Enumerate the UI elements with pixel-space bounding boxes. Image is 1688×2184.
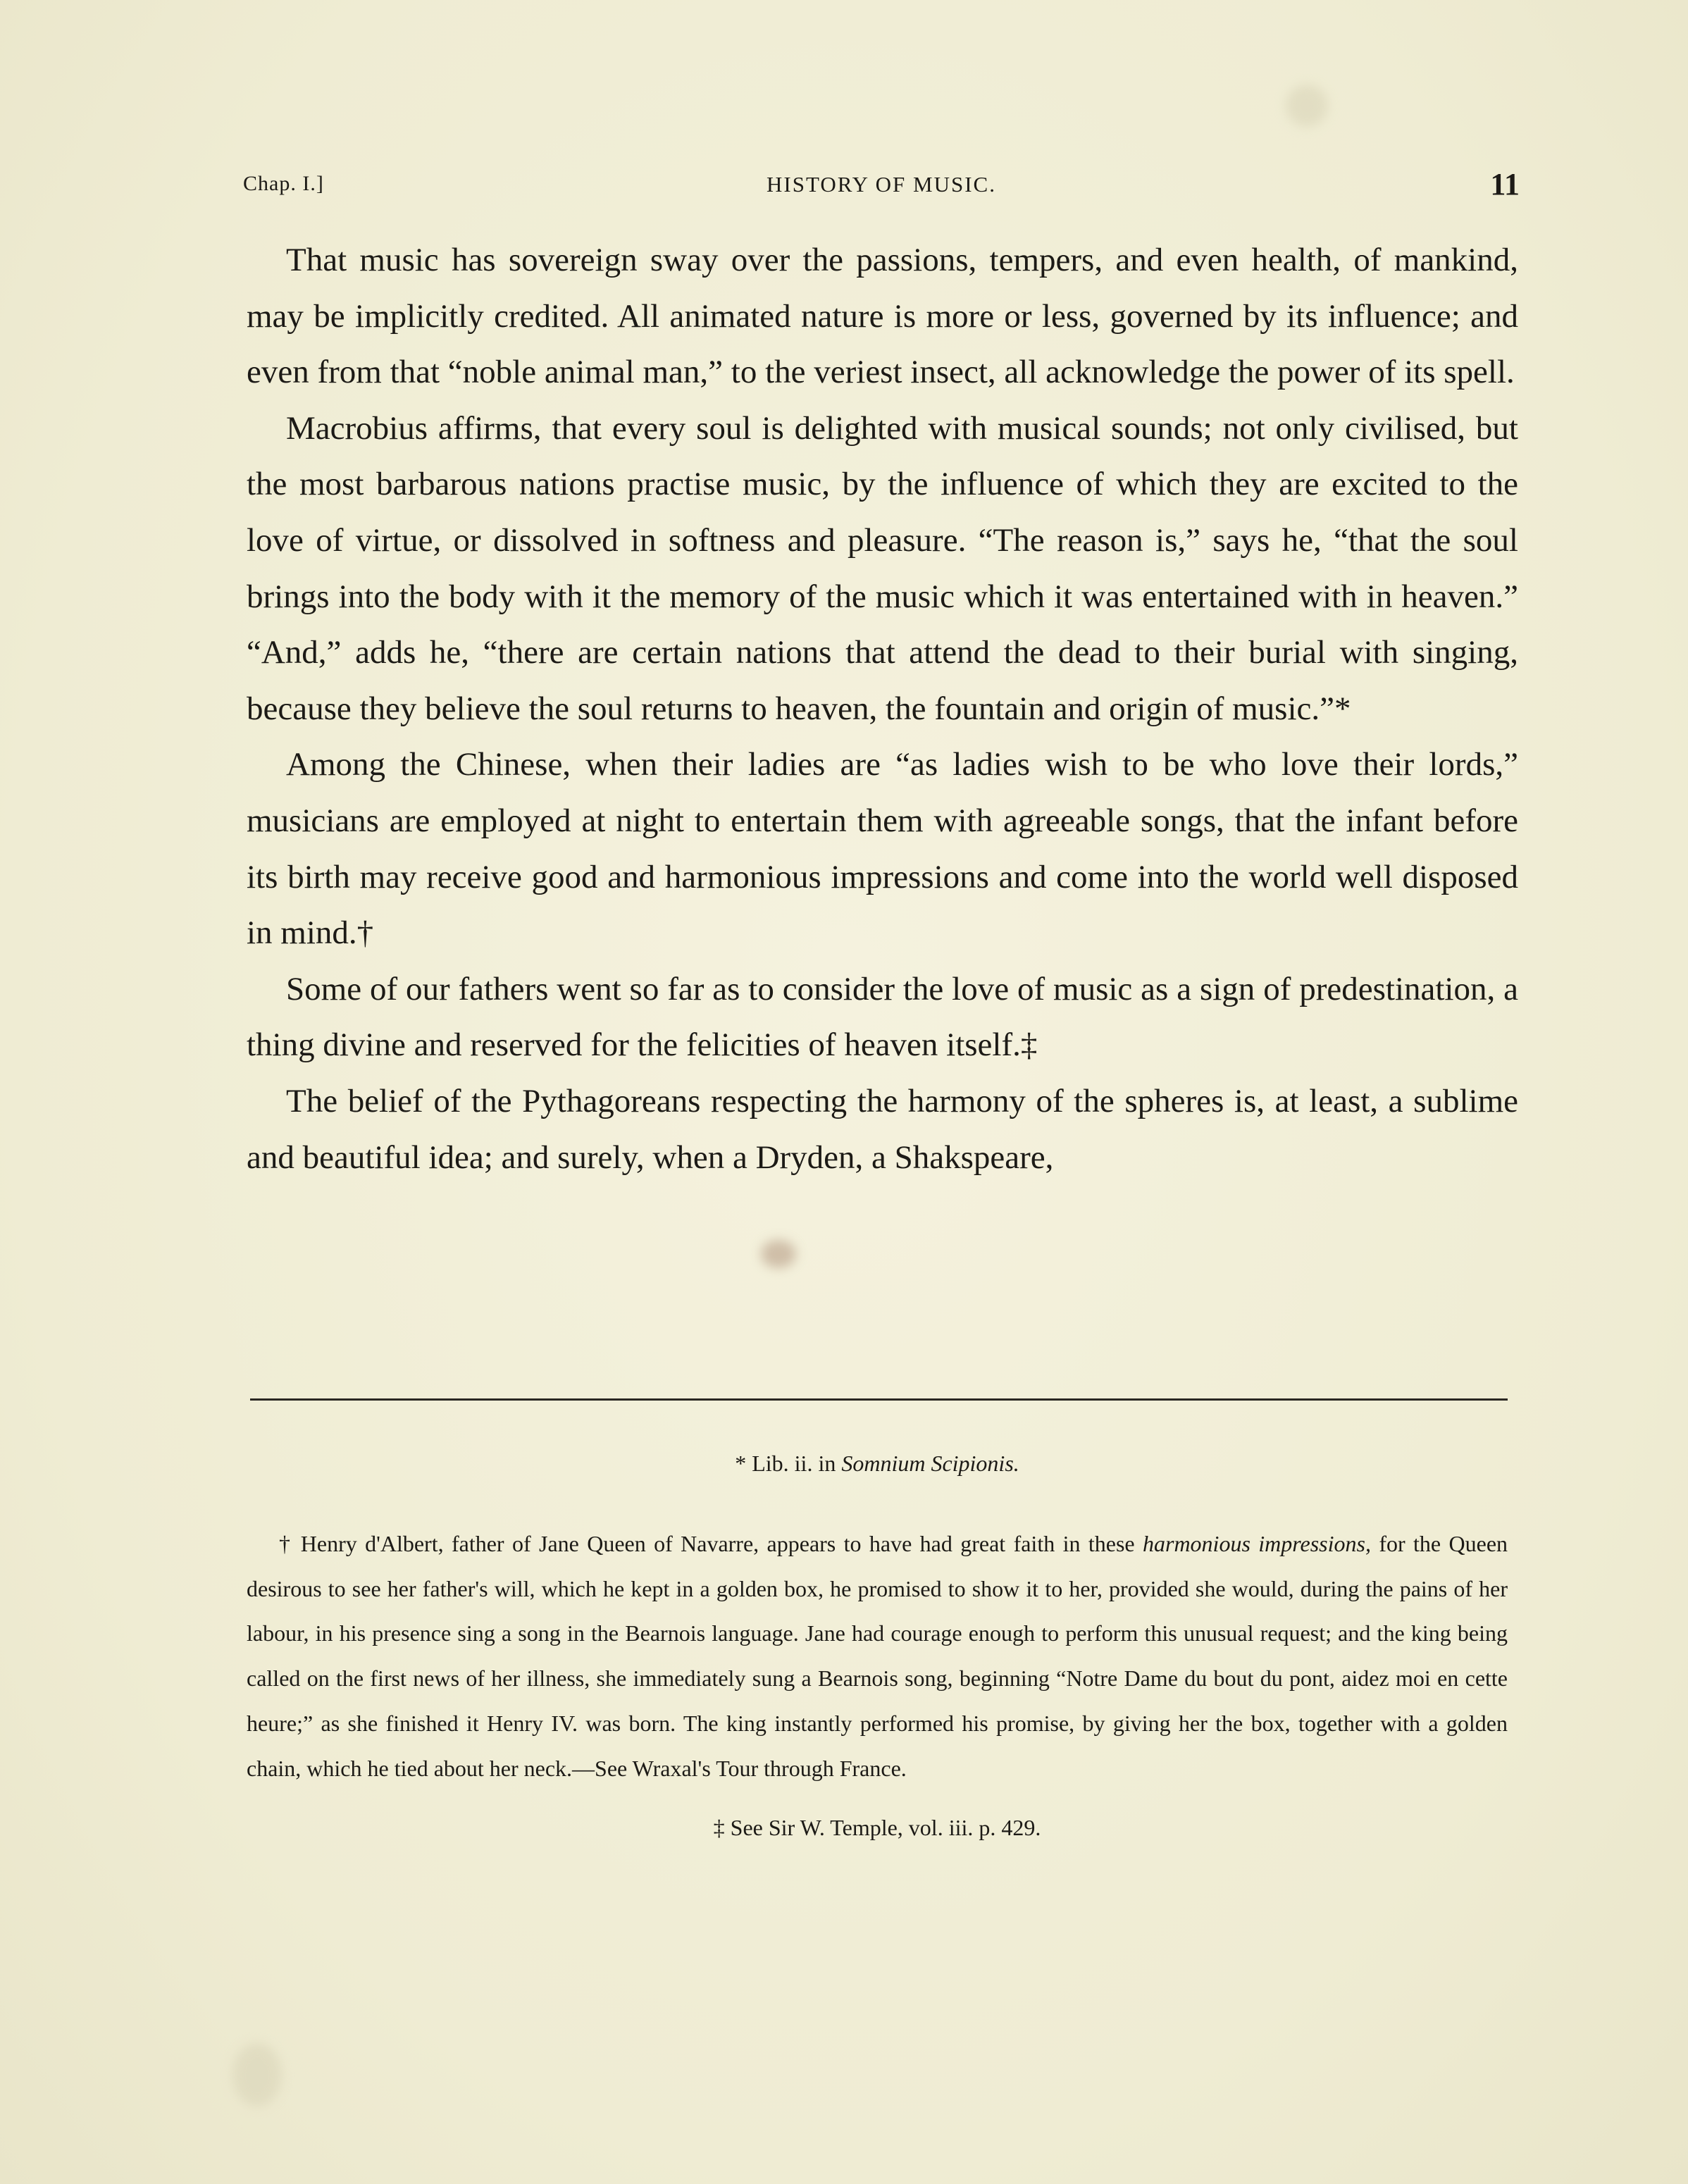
paper-stain xyxy=(761,1240,796,1268)
paper-stain xyxy=(1286,85,1328,127)
footnote-mark: † xyxy=(279,1531,293,1556)
paragraph: That music has sovereign sway over the passions, tempers, and even health, of mankind, may be implicitly credited. All animated nature is more or less, governed by its influence; and even from that “noble animal man,” to the veriest insect, all acknowledge the power of its spell. xyxy=(247,242,1518,391)
paper-stain xyxy=(232,2043,282,2107)
footnote xyxy=(247,1815,1508,1841)
paragraph: Macrobius affirms, that every soul is delighted with musical sounds; not only civilised, but the most barbarous nations practise music, by the influence of which they are excited to the love of virtue, or dissolved in softness and pleasure. “The reason is,” says he, “that the soul brings into the body with it the memory of the music which it was entertained with in heaven.” “And,” adds he, “there are certain nations that attend the dead to their burial with singing, because they believe the soul returns to heaven, the fountain and origin of music.”* xyxy=(247,409,1518,727)
footnote-rule xyxy=(250,1398,1508,1401)
paragraph: Among the Chinese, when their ladies are “as ladies wish to be who love their lords,” musicians are employed at night to entertain them with agreeable songs, that the infant before its birth may receive good and harmonious impressions and come into the world well disposed in mind.† xyxy=(247,746,1518,952)
page-number: 11 xyxy=(1490,167,1520,201)
footnote-italic: Somnium Scipionis. xyxy=(841,1451,1019,1476)
footnote-italic: harmonious impressions, xyxy=(1142,1531,1371,1556)
running-title: HISTORY OF MUSIC. xyxy=(767,172,996,197)
footnotes xyxy=(247,1441,1508,1841)
footnote-mark: ‡ xyxy=(713,1815,725,1841)
chapter-label: Chap. I.] xyxy=(243,172,324,195)
footnote-text: for the Queen desirous to see her father's will, which he kept in a golden box, he promised to show it to her, provided she would, during the pains of her labour, in his presence sing a song in the Bearnois language. Jane had courage enough to perform this unusual request; and the king being called on the first news of her illness, she immediately sung a Bearnois song, beginning “Notre Dame du bout du pont, aidez moi en cette heure;” as she finished it Henry IV. was born. The king instantly performed his promise, by giving her the box, together with a golden chain, which he tied about her neck.—See Wraxal's Tour through France. xyxy=(247,1531,1508,1781)
paragraph: The belief of the Pythagoreans respecting the harmony of the spheres is, at least, a sublime and beautiful idea; and surely, when a Dryden, a Shakspeare, xyxy=(247,1082,1518,1176)
paragraph: Some of our fathers went so far as to consider the love of music as a sign of predestination, a thing divine and reserved for the felicities of heaven itself.‡ xyxy=(247,970,1518,1064)
footnote xyxy=(247,1522,1508,1791)
running-head xyxy=(243,166,1520,204)
footnote-text: Lib. ii. in xyxy=(752,1451,836,1476)
footnote-text: See Sir W. Temple, vol. iii. p. 429. xyxy=(730,1815,1041,1841)
main-text xyxy=(247,232,1518,1186)
footnote-text: Henry d'Albert, father of Jane Queen of Navarre, appears to have had great faith in these xyxy=(300,1531,1135,1556)
footnote xyxy=(247,1451,1508,1477)
footnote-mark: * xyxy=(735,1451,747,1476)
